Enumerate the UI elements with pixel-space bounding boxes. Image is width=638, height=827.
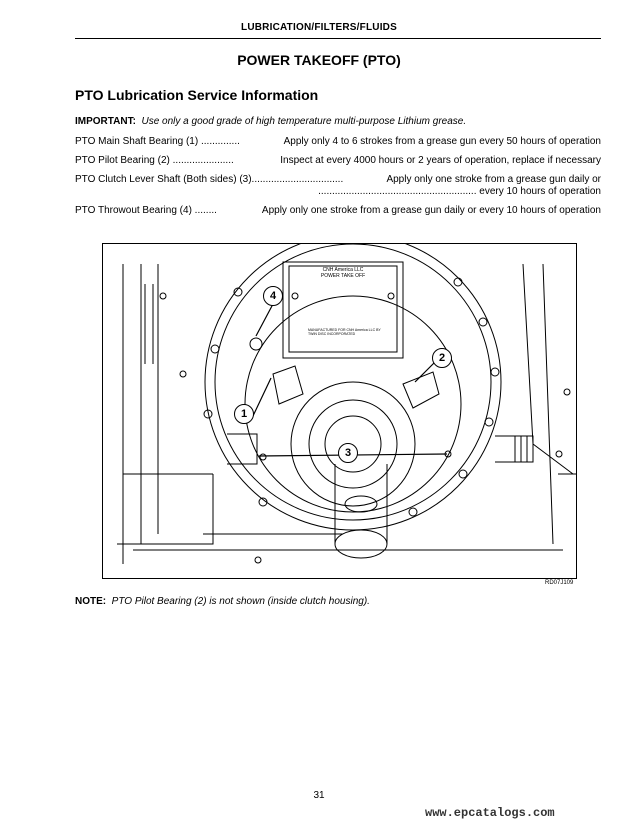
service-label: PTO Clutch Lever Shaft (Both sides) (3)................................. (75, 174, 344, 185)
output-shaft-end (335, 530, 387, 558)
housing-outer (205, 244, 501, 530)
page-title: POWER TAKEOFF (PTO) (237, 52, 401, 68)
plate-rivet (388, 293, 394, 299)
housing-bolt (485, 418, 493, 426)
leader-4 (256, 304, 273, 336)
plate-line-1: CNH America LLC (322, 267, 364, 273)
service-label: PTO Throwout Bearing (4) ........ (75, 205, 217, 216)
important-text: Use only a good grade of high temperature multi-purpose Lithium grease. (141, 116, 467, 127)
grease-fitting-4 (250, 338, 262, 350)
plate-small-2: TWIN DISC INCORPORATED (308, 332, 356, 336)
output-shaft-ring (345, 496, 377, 512)
housing-bolt (454, 278, 462, 286)
bolt-right-2 (556, 451, 562, 457)
fitting-3-left (260, 454, 266, 460)
name-plate-text (283, 267, 403, 279)
frame-lines (117, 264, 213, 564)
important-label: IMPORTANT: (75, 116, 136, 127)
name-plate-fine-print (308, 328, 403, 336)
service-row-clutch-lever-cont (75, 186, 601, 198)
service-row-throwout (75, 205, 601, 217)
service-label: PTO Main Shaft Bearing (1) .............. (75, 136, 240, 147)
service-value-continued: ......................................................... every 10 hours of operation (318, 186, 601, 197)
plate-rivet (292, 293, 298, 299)
callout-3: 3 (338, 443, 358, 463)
housing-bolt (479, 318, 487, 326)
header-rule (75, 38, 601, 39)
service-row-clutch-lever (75, 174, 601, 186)
callout-2: 2 (432, 348, 452, 368)
running-header: LUBRICATION/FILTERS/FLUIDS (241, 22, 397, 33)
service-value: Inspect at every 4000 hours or 2 years of operation, replace if necessary (280, 155, 601, 166)
clutch-lever-left (273, 366, 303, 404)
right-shaft-splines (515, 436, 527, 462)
important-notice (75, 116, 466, 127)
page-number: 31 (313, 790, 325, 801)
left-rail (145, 284, 153, 364)
plate-line-2: POWER TAKE OFF (320, 273, 366, 279)
plate-small-1: MANUFACTURED FOR CNH America LLC BY (308, 328, 381, 332)
watermark: www.epcatalogs.com (425, 806, 555, 820)
callout-4: 4 (263, 286, 283, 306)
pto-line-drawing (103, 244, 576, 578)
figure-code: RD07J109 (545, 580, 574, 586)
right-frame (523, 264, 576, 544)
left-shaft (227, 434, 257, 464)
service-label: PTO Pilot Bearing (2) ...................... (75, 155, 234, 166)
housing-bolt (491, 368, 499, 376)
section-title: PTO Lubrication Service Information (75, 87, 319, 103)
housing-bolt (409, 508, 417, 516)
service-value: Apply only one stroke from a grease gun daily or (386, 174, 601, 185)
bolt-left-3 (255, 557, 261, 563)
callout-1: 1 (234, 404, 254, 424)
bolt-left-2 (180, 371, 186, 377)
note-text: PTO Pilot Bearing (2) is not shown (inside clutch housing). (111, 596, 370, 607)
service-row-main-shaft (75, 136, 601, 148)
housing-bolt (211, 345, 219, 353)
clutch-lever-right (403, 372, 439, 408)
service-value: Apply only one stroke from a grease gun daily or every 10 hours of operation (261, 205, 601, 216)
note (75, 596, 370, 607)
floor-lines (133, 534, 563, 550)
output-shaft-sides (335, 464, 387, 544)
housing-bolt (459, 470, 467, 478)
service-row-pilot-bearing (75, 155, 601, 167)
pto-illustration (102, 243, 577, 579)
bolt-left-1 (160, 293, 166, 299)
leader-1 (253, 378, 271, 416)
note-label: NOTE: (75, 596, 107, 607)
bolt-right-1 (564, 389, 570, 395)
service-value: Apply only 4 to 6 strokes from a grease gun every 50 hours of operation (283, 136, 601, 147)
